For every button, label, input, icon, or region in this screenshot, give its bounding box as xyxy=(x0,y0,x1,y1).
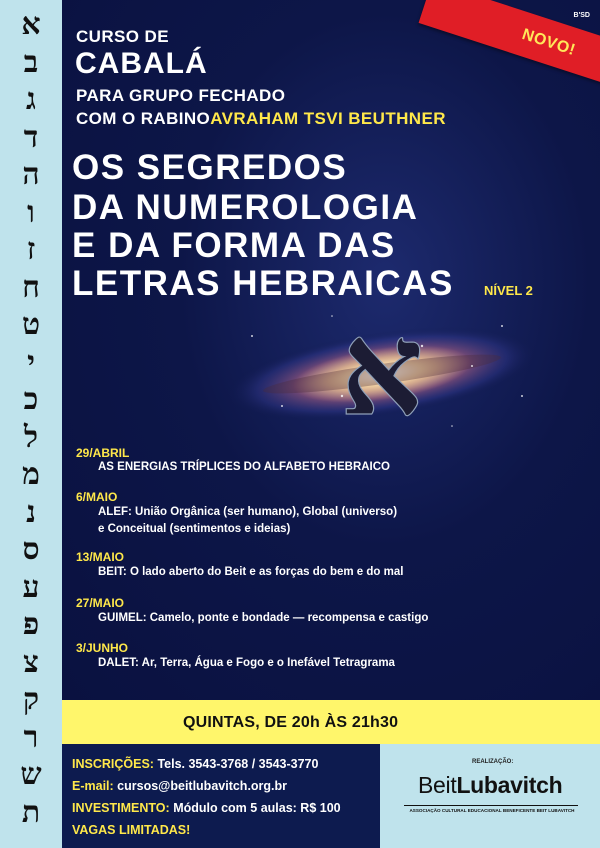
schedule-topic: ALEF: União Orgânica (ser humano), Global (universo) xyxy=(98,506,398,518)
class-time: QUINTAS, DE 20h ÀS 21h30 xyxy=(183,714,399,731)
hebrew-letter: ז xyxy=(26,232,36,267)
hebrew-letter: ע xyxy=(22,569,40,605)
logo-divider xyxy=(404,805,578,806)
logo-subtitle: ASSOCIAÇÃO CULTURAL EDUCACIONAL BENEFICENTE BEIT LUBAVITCH xyxy=(409,808,575,813)
schedule-date: 27/MAIO xyxy=(76,596,125,610)
schedule-topic: AS ENERGIAS TRÍPLICES DO ALFABETO HEBRAICO xyxy=(98,461,390,473)
alef-letter-icon: א xyxy=(340,296,424,445)
schedule-date: 6/MAIO xyxy=(76,490,118,504)
hebrew-letter: ג xyxy=(26,82,36,117)
rabbi-name: AVRAHAM TSVI BEUTHNER xyxy=(210,109,446,128)
new-badge: NOVO! xyxy=(519,25,578,60)
hebrew-letter: ד xyxy=(23,119,39,155)
hebrew-letter: ת xyxy=(21,794,41,830)
schedule-date: 13/MAIO xyxy=(76,550,125,564)
hebrew-letter: נ xyxy=(26,494,36,530)
limited-spots: VAGAS LIMITADAS! xyxy=(72,823,191,837)
title-line-4: LETRAS HEBRAICAS xyxy=(72,264,454,303)
course-name: CABALÁ xyxy=(75,47,208,80)
galaxy-illustration xyxy=(222,296,542,446)
organizer-box xyxy=(380,744,600,848)
investment-value: Módulo com 5 aulas: R$ 100 xyxy=(173,801,341,815)
organizer-label: REALIZAÇÃO: xyxy=(472,759,514,765)
hebrew-letter: ט xyxy=(21,307,41,342)
hebrew-letter-strip xyxy=(0,0,62,848)
rabbi-prefix: COM O RABINO xyxy=(76,109,211,128)
schedule-time-bar xyxy=(62,700,600,744)
hebrew-letter: ח xyxy=(22,269,40,305)
contact-info xyxy=(62,744,380,848)
hebrew-letter: ש xyxy=(20,757,42,792)
hebrew-letter: פ xyxy=(22,607,40,642)
hebrew-letter: מ xyxy=(22,457,40,492)
registration-label: INSCRIÇÕES: xyxy=(72,757,154,771)
hebrew-letters xyxy=(0,0,62,848)
registration-phones: Tels. 3543-3768 / 3543-3770 xyxy=(157,757,319,771)
hebrew-letter: ס xyxy=(22,532,40,567)
group-label: PARA GRUPO FECHADO xyxy=(76,86,286,105)
email-line xyxy=(72,779,287,793)
hebrew-letter: ה xyxy=(22,157,40,192)
title-line-1: OS SEGREDOS xyxy=(72,148,348,187)
hebrew-letter: ל xyxy=(23,419,39,455)
beit-lubavitch-logo xyxy=(418,772,562,799)
hebrew-letter: ר xyxy=(23,719,39,755)
hebrew-letter: ק xyxy=(22,682,40,717)
email-label: E-mail: xyxy=(72,779,114,793)
logo-part-1: Beit xyxy=(418,772,457,798)
rabbi-line xyxy=(76,109,446,129)
investment-label: INVESTIMENTO: xyxy=(72,801,170,815)
hebrew-letter: כ xyxy=(23,382,39,417)
title-line-3: E DA FORMA DAS xyxy=(72,226,396,265)
main-panel xyxy=(62,0,600,700)
investment-line xyxy=(72,801,341,815)
hebrew-letter: א xyxy=(21,7,41,42)
schedule-topic: e Conceitual (sentimentos e ideias) xyxy=(98,523,291,535)
title-line-2: DA NUMEROLOGIA xyxy=(72,188,419,227)
schedule-topic: BEIT: O lado aberto do Beit e as forças do bem e do mal xyxy=(98,566,404,578)
schedule-date: 3/JUNHO xyxy=(76,641,129,655)
hebrew-letter: ו xyxy=(27,194,35,230)
course-label: CURSO DE xyxy=(76,27,169,46)
level-label: NÍVEL 2 xyxy=(484,283,533,298)
schedule-date: 29/ABRIL xyxy=(76,446,130,460)
schedule-topic: DALET: Ar, Terra, Água e Fogo e o Inefável Tetragrama xyxy=(98,657,395,669)
bsd-mark: B'SD xyxy=(573,12,590,19)
logo-part-2: Lubavitch xyxy=(456,772,563,798)
schedule-topic: GUIMEL: Camelo, ponte e bondade — recompensa e castigo xyxy=(98,612,429,624)
hebrew-letter: י xyxy=(27,344,35,380)
email-link[interactable]: cursos@beitlubavitch.org.br xyxy=(117,779,288,793)
hebrew-letter: ב xyxy=(23,44,39,80)
registration-line xyxy=(72,757,318,771)
hebrew-letter: צ xyxy=(23,644,39,680)
